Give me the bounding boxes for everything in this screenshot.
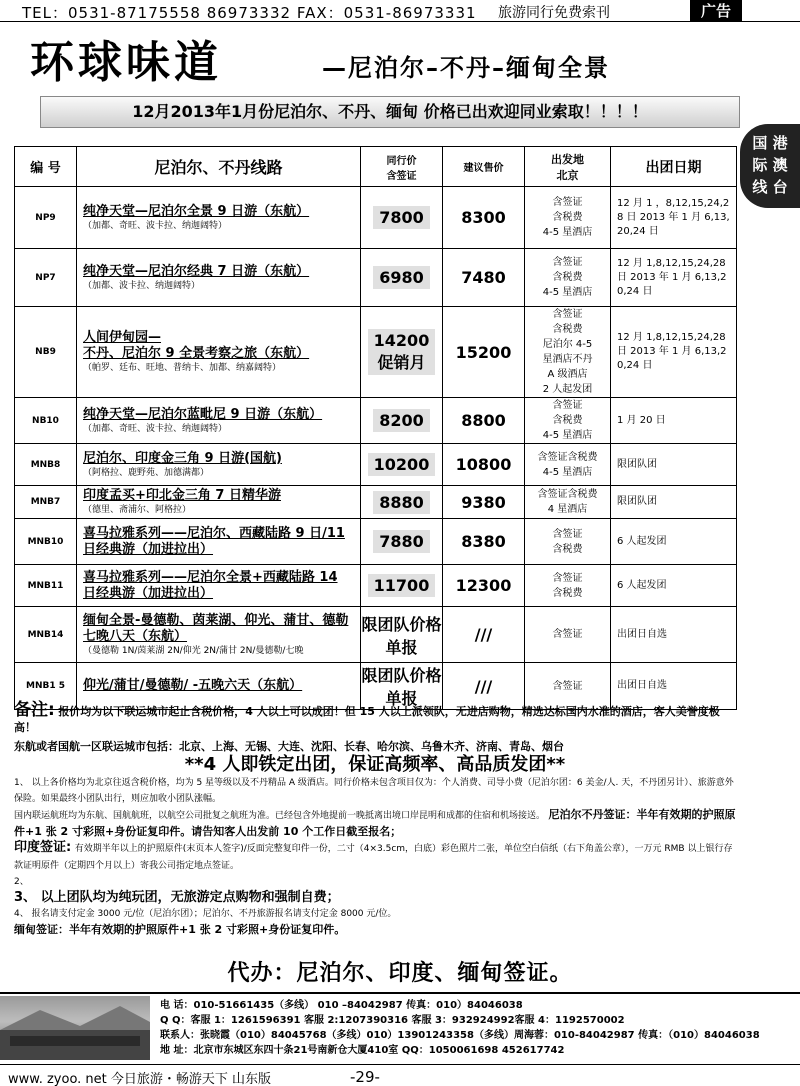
row-dates: 12 月 1 ，8,12,15,24,28 日 2013 年 1 月 6,13,20,24 日 [611, 187, 737, 249]
row-route [77, 307, 361, 398]
row-dates: 12 月 1,8,12,15,24,28 日 2013 年 1 月 6,13,20,24 日 [611, 307, 737, 398]
row-dates: 1 月 20 日 [611, 398, 737, 444]
trade-price-value: 6980 [373, 266, 430, 289]
route-title: 喜马拉雅系列——尼泊尔全景+西藏陆路 14 日经典游（加进拉出） [83, 569, 338, 601]
trade-price-value: 限团队价格 单报 [361, 666, 442, 708]
footer-qq: Q Q：客服 1：1261596391 客服 2:1207390316 客服 3：932924992客服 4：1192570002 [160, 1015, 625, 1026]
row-trade-price [361, 519, 443, 565]
notes-intro: 报价均为以下联运城市起止含税价格，4 人以上可以成团！但 15 人以上派领队，无进店购物，精选达标国内水准的酒店，客人美誉度极高！ [14, 705, 720, 734]
visa-agency-line: 代办：尼泊尔、印度、缅甸签证。 [227, 961, 573, 986]
row-dates: 6 人起发团 [611, 519, 737, 565]
region-side-tab [740, 124, 800, 208]
route-title: 纯净天堂—尼泊尔全景 9 日游（东航） [83, 203, 310, 219]
landscape-photo [0, 996, 150, 1060]
row-inclusions: 含签证含税费 4 星酒店 [525, 486, 611, 519]
notes-item-1: 1、 以上各价格均为北京往返含税价格，均为 5 星等级以及不丹精品 A 级酒店。同行价格未包含项目仅为：个人消费、司导小费（尼泊尔团：6 美金/人. 天，不丹团另计）、旅游意外保险。如果最终小团队出行，则应加收小团队涨幅。 [14, 778, 734, 804]
row-trade-price [361, 398, 443, 444]
route-stops: （帕罗、廷布、旺地、普纳卡、加都、纳嘉阔特） [83, 363, 282, 373]
retail-price-value: /// [474, 625, 493, 644]
row-inclusions: 含签证 [525, 607, 611, 663]
notes-item-3: 3、 以上团队均为纯玩团，无旅游定点购物和强制自费； [14, 890, 340, 905]
row-code: MNB1 5 [15, 663, 77, 710]
row-code: NP7 [15, 249, 77, 307]
row-inclusions: 含签证 含税费 4-5 星酒店 [525, 187, 611, 249]
footer-phone: 电 话：010-51661435（多线） 010 –84042987 传真：010）84046038 [160, 1000, 523, 1011]
retail-price-value: 12300 [455, 576, 512, 595]
row-dates: 6 人起发团 [611, 565, 737, 607]
brand-title: 环球味道 [30, 37, 222, 88]
row-inclusions: 含签证 含税费 尼泊尔 4-5 星酒店不丹 A 级酒店 2 人起发团 [525, 307, 611, 398]
header-code: 编 号 [15, 147, 77, 187]
row-dates: 出团日自选 [611, 607, 737, 663]
retail-price-value: 15200 [455, 342, 512, 362]
row-dates: 出团日自选 [611, 663, 737, 710]
row-inclusions: 含签证 含税费 4-5 星酒店 [525, 398, 611, 444]
route-stops: （阿格拉、鹿野苑、加德满都） [83, 467, 210, 478]
route-title: 印度孟买+印北金三角 7 日精华游 [83, 488, 281, 503]
row-route [77, 398, 361, 444]
row-code: NB9 [15, 307, 77, 398]
row-trade-price [361, 444, 443, 486]
table-row [15, 444, 737, 486]
notes-item-2: 2、 [14, 877, 29, 887]
ad-badge: 广告 [690, 0, 742, 22]
site-label: www. zyoo. net 今日旅游・畅游天下 山东版 [8, 1072, 272, 1086]
table-row [15, 187, 737, 249]
trade-price-value: 11700 [368, 574, 436, 597]
row-code: MNB10 [15, 519, 77, 565]
row-trade-price [361, 307, 443, 398]
row-code: NP9 [15, 187, 77, 249]
table-header-row [15, 147, 737, 187]
footer-address: 地 址：北京市东城区东四十条21号南新仓大厦410室 QQ：1050061698 452617742 [160, 1045, 565, 1056]
route-title: 缅甸全景-曼德勒、茵莱湖、仰光、蒲甘、德勒七晚八天（东航） [83, 612, 349, 644]
table-row [15, 607, 737, 663]
page-number: -29- [350, 1068, 380, 1086]
footer-contacts: 联系人：张晓霞（010）84045768（多线）010）13901243358（多线）周海蓉：010-84042987 传真：（010）84046038 [160, 1030, 760, 1041]
retail-price-value: 10800 [455, 455, 512, 474]
row-dates: 限团队团 [611, 486, 737, 519]
route-stops: （加都、奇旺、波卡拉、纳迦阔特） [83, 423, 228, 434]
notes-highlight: **4 人即铁定出团，保证高频率、高品质发团** [184, 754, 566, 775]
row-retail-price [443, 307, 525, 398]
table-row [15, 486, 737, 519]
header-departure: 出发地 北京 [525, 147, 611, 187]
row-inclusions: 含签证 含税费 [525, 519, 611, 565]
row-inclusions: 含签证 含税费 4-5 星酒店 [525, 249, 611, 307]
route-stops: （曼德勒 1N/茵莱湖 2N/仰光 2N/蒲甘 2N/曼德勒/七晚 [83, 645, 304, 656]
table-row [15, 519, 737, 565]
route-title: 纯净天堂—尼泊尔蓝毗尼 9 日游（东航） [83, 406, 323, 422]
trade-price-value: 8880 [373, 491, 430, 514]
row-dates: 限团队团 [611, 444, 737, 486]
route-title: 人间伊甸园— 不丹、尼泊尔 9 全景考察之旅（东航） [83, 330, 310, 361]
table-row [15, 249, 737, 307]
notes-visa-india: 有效期半年以上的护照原件(末页本人签字)/反面完整复印件一份，二寸（4×3.5cm，白底）彩色照片二张，单位空白信纸（右下角盖公章），一万元 RMB 以上银行存款证明原件（定期四个月以上）寄我公司指定地点签证。 [14, 844, 733, 871]
row-route [77, 607, 361, 663]
row-inclusions: 含签证 含税费 [525, 565, 611, 607]
route-stops: （加都、奇旺、波卡拉、纳迦阔特） [83, 220, 228, 231]
bottom-bar [0, 1064, 800, 1086]
trade-price-value: 7800 [373, 206, 430, 229]
retail-price-value: 9380 [461, 492, 506, 512]
row-route [77, 486, 361, 519]
table-row [15, 398, 737, 444]
row-trade-price [361, 249, 443, 307]
row-route [77, 444, 361, 486]
notes-label: 备注: [14, 700, 55, 720]
row-retail-price [443, 607, 525, 663]
notes-visa-myanmar: 缅甸签证：半年有效期的护照原件+1 张 2 寸彩照+身份证复印件。 [14, 923, 346, 936]
notes-visa-india-label: 印度签证: [14, 840, 72, 855]
contact-line: TEL：0531-87175558 86973332 FAX：0531-86973331 [22, 4, 477, 22]
row-inclusions: 含签证含税费 4-5 星酒店 [525, 444, 611, 486]
notes-cities: 东航或者国航一区联运城市包括：北京、上海、无锡、大连、沈阳、长春、哈尔滨、乌鲁木齐、济南、青岛、烟台 [14, 740, 564, 753]
footer-contact [0, 992, 800, 1060]
notes-visa-nepal: 尼泊尔不丹签证：半年有效期的护照原件+1 张 2 寸彩照+身份证复印件。请告知客人出发前 10 个工作日截至报名； [14, 808, 736, 838]
landscape-illustration [0, 996, 150, 1060]
retail-price-value: 8300 [461, 208, 506, 227]
row-code: NB10 [15, 398, 77, 444]
row-trade-price [361, 187, 443, 249]
retail-price-value: 7480 [461, 268, 506, 287]
row-route [77, 565, 361, 607]
row-code: MNB8 [15, 444, 77, 486]
free-index-label: 旅游同行免费索刊 [498, 5, 610, 21]
trade-price-value: 8200 [373, 409, 430, 432]
side-tab-line: 际 澳 [752, 156, 788, 174]
row-retail-price [443, 486, 525, 519]
row-retail-price [443, 398, 525, 444]
retail-price-value: 8800 [461, 411, 506, 430]
price-banner: 12月2013年1月份尼泊尔、不丹、缅甸 价格已出欢迎同业索取！！！！ [40, 96, 740, 128]
row-trade-price [361, 565, 443, 607]
header-route: 尼泊尔、不丹线路 [77, 147, 361, 187]
row-retail-price [443, 187, 525, 249]
row-code: MNB11 [15, 565, 77, 607]
notes-item-4: 4、 报名请支付定金 3000 元/位（尼泊尔团）；尼泊尔、不丹旅游报名请支付定金 8000 元/位。 [14, 909, 397, 919]
trade-price-value: 7880 [373, 530, 430, 553]
side-tab-line: 国 港 [752, 134, 788, 152]
row-route [77, 249, 361, 307]
row-code: MNB14 [15, 607, 77, 663]
notes-item-1b: 国内联运航班均为东航、国航航班，以航空公司批复之航班为准。已经包含外地提前一晚抵离出境口岸昆明和成都的住宿和机场接送。 [14, 811, 546, 821]
row-trade-price [361, 486, 443, 519]
side-tab-line: 线 台 [752, 178, 788, 196]
brand-subtitle: —尼泊尔–不丹–缅甸全景 [322, 54, 610, 82]
row-code: MNB7 [15, 486, 77, 519]
route-price-table [14, 146, 737, 710]
route-title: 喜马拉雅系列——尼泊尔、西藏陆路 9 日/11 日经典游（加进拉出） [83, 525, 345, 557]
trade-price-value: 限团队价格 单报 [361, 614, 442, 657]
table-row [15, 307, 737, 398]
trade-price-value: 14200 促销月 [368, 329, 436, 375]
notes-section [14, 702, 736, 938]
retail-price-value: /// [474, 676, 493, 696]
table-row [15, 565, 737, 607]
route-stops: （加都、波卡拉、纳迦阔特） [83, 280, 201, 291]
route-title: 尼泊尔、印度金三角 9 日游(国航) [83, 450, 282, 466]
row-route [77, 187, 361, 249]
row-inclusions: 含签证 [525, 663, 611, 710]
top-bar [0, 0, 800, 22]
trade-price-value: 10200 [368, 453, 436, 476]
row-retail-price [443, 249, 525, 307]
row-route [77, 519, 361, 565]
row-retail-price [443, 565, 525, 607]
row-dates: 12 月 1,8,12,15,24,28 日 2013 年 1 月 6,13,20,24 日 [611, 249, 737, 307]
route-stops: （德里、斋浦尔、阿格拉） [83, 505, 192, 515]
retail-price-value: 8380 [461, 532, 506, 551]
row-trade-price [361, 607, 443, 663]
header-trade-price: 同行价 含签证 [361, 147, 443, 187]
route-title: 纯净天堂—尼泊尔经典 7 日游（东航） [83, 263, 310, 279]
header-retail-price: 建议售价 [443, 147, 525, 187]
row-retail-price [443, 519, 525, 565]
row-retail-price [443, 444, 525, 486]
header-dates: 出团日期 [611, 147, 737, 187]
route-title: 仰光/蒲甘/曼德勒/ -五晚六天（东航） [83, 678, 303, 693]
